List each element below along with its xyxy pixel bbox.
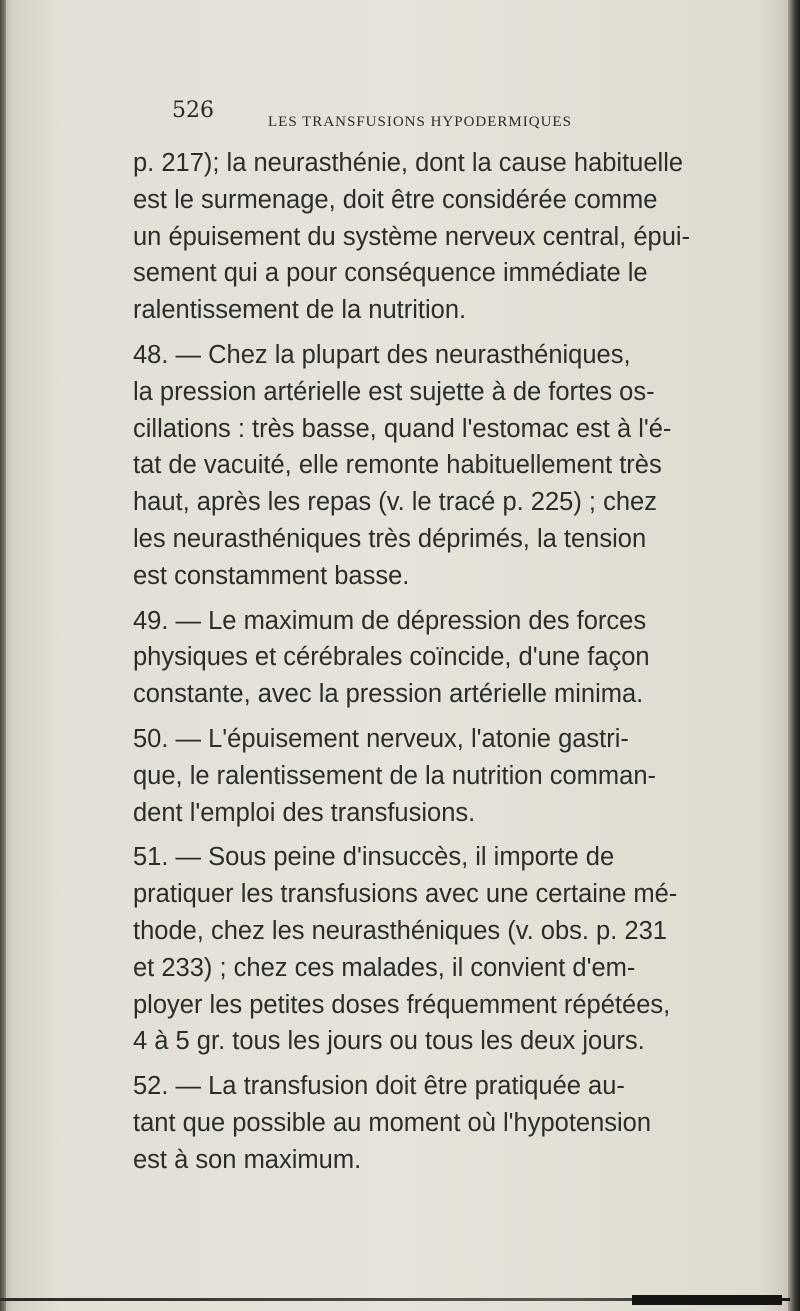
paragraph-52 [133, 1068, 711, 1178]
paragraph-intro [133, 145, 711, 329]
paragraph-51 [133, 839, 711, 1060]
page-right-edge [788, 0, 800, 1311]
page-header [0, 98, 800, 138]
text-line: physiques et cérébrales coïncide, d'une façon [133, 643, 650, 672]
text-line: les neurasthéniques très déprimés, la tension [133, 524, 647, 553]
text-line: 4 à 5 gr. tous les jours ou tous les deux jours. [133, 1027, 645, 1056]
text-line: la pression artérielle est sujette à de fortes os- [133, 377, 655, 406]
text-line: haut, après les repas (v. le tracé p. 225) ; chez [133, 488, 657, 517]
text-line: 50. — L'épuisement nerveux, l'atonie gastri- [133, 724, 629, 753]
text-line: et 233) ; chez ces malades, il convient d'em- [133, 953, 636, 982]
paragraph-48 [133, 337, 711, 595]
running-title: LES TRANSFUSIONS HYPODERMIQUES [268, 114, 572, 130]
text-line: est constamment basse. [133, 561, 410, 590]
page-left-edge [0, 0, 6, 1311]
paragraph-49 [133, 603, 711, 713]
text-line: est à son maximum. [133, 1145, 362, 1174]
page-number: 526 [172, 98, 214, 123]
paragraph-50 [133, 721, 711, 831]
text-line: 48. — Chez la plupart des neurasthéniques, [133, 340, 631, 369]
text-line: ployer les petites doses fréquemment répétées, [133, 990, 671, 1019]
text-line: un épuisement du système nerveux central, épui- [133, 222, 691, 251]
page-bottom-dark-block [632, 1295, 782, 1305]
text-line: thode, chez les neurasthéniques (v. obs. p. 231 [133, 916, 667, 945]
text-line: ralentissement de la nutrition. [133, 296, 467, 325]
text-line: que, le ralentissement de la nutrition comman- [133, 761, 657, 790]
text-line: pratiquer les transfusions avec une certaine mé- [133, 880, 678, 909]
text-line: dent l'emploi des transfusions. [133, 798, 476, 827]
text-line: tant que possible au moment où l'hypotension [133, 1108, 652, 1137]
text-line: sement qui a pour conséquence immédiate le [133, 259, 648, 288]
body-text [133, 145, 711, 1187]
text-line: 51. — Sous peine d'insuccès, il importe de [133, 843, 615, 872]
text-line: 52. — La transfusion doit être pratiquée au- [133, 1072, 625, 1101]
text-line: p. 217); la neurasthénie, dont la cause habituelle [133, 149, 684, 177]
text-line: 49. — Le maximum de dépression des forces [133, 606, 647, 635]
text-line: constante, avec la pression artérielle minima. [133, 680, 644, 709]
text-line: cillations : très basse, quand l'estomac est à l'é- [133, 414, 672, 443]
text-line: est le surmenage, doit être considérée comme [133, 185, 658, 214]
text-line: tat de vacuité, elle remonte habituellement très [133, 451, 662, 480]
